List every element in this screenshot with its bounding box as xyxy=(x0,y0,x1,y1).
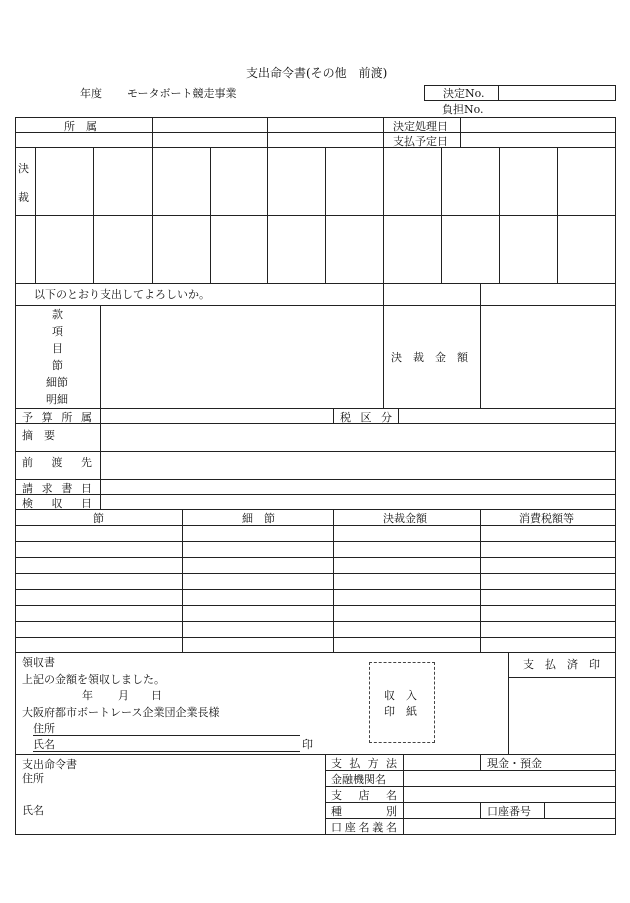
burden-no-label: 負担No. xyxy=(442,103,484,116)
bank-label: 金融機関名 xyxy=(331,773,386,786)
receipt-name-label: 氏名 xyxy=(33,738,55,751)
approval-label: 決 xyxy=(18,162,29,175)
branch-label: 支 店 名 xyxy=(331,789,397,802)
revenue-stamp-label: 印 紙 xyxy=(384,705,417,718)
account-type-label: 種 別 xyxy=(331,805,397,818)
column-header: 決裁金額 xyxy=(383,512,427,525)
revenue-stamp-box xyxy=(369,662,435,743)
account-number-label: 口座番号 xyxy=(487,805,531,818)
decision-process-date-label: 決定処理日 xyxy=(393,120,448,133)
decision-no-label: 決定No. xyxy=(443,87,485,100)
budget-item-label: 項 xyxy=(52,325,63,338)
receipt-statement: 上記の金額を領収しました。 xyxy=(22,673,165,686)
receipt-addressee: 大阪府都市ボートレース企業団企業長様 xyxy=(22,706,220,719)
payment-order-title: 支出命令書 xyxy=(22,758,77,771)
receipt-date-year: 年 xyxy=(82,689,93,702)
budget-item-label: 目 xyxy=(52,342,63,355)
receipt-address-line[interactable] xyxy=(33,735,300,736)
budget-item-label: 明細 xyxy=(46,393,68,406)
receipt-title: 領収書 xyxy=(22,656,55,669)
receipt-date-month: 月 xyxy=(118,689,129,702)
column-header: 節 xyxy=(93,512,104,525)
receipt-date-day: 日 xyxy=(151,689,162,702)
paid-stamp-label: 支 払 済 印 xyxy=(523,658,600,671)
seal-mark: 印 xyxy=(302,738,313,751)
decision-no-field[interactable] xyxy=(424,85,616,101)
request-statement: 以下のとおり支出してよろしいか。 xyxy=(34,288,210,301)
affiliation-label: 所 属 xyxy=(64,120,97,133)
business-label: モータボート競走事業 xyxy=(127,87,237,100)
invoice-date-label: 請 求 書 日 xyxy=(22,482,92,495)
payee-name-label: 氏名 xyxy=(22,804,44,817)
budget-item-label: 節 xyxy=(52,359,63,372)
advance-payee-label: 前 渡 先 xyxy=(22,456,92,469)
payment-method-value[interactable]: 現金・預金 xyxy=(487,757,542,770)
payee-address-label: 住所 xyxy=(22,772,44,785)
account-holder-label: 口 座 名 義 名 xyxy=(331,821,397,834)
page-title: 支出命令書(その他 前渡) xyxy=(246,66,388,80)
budget-affiliation-label: 予 算 所 属 xyxy=(22,411,92,424)
budget-item-label: 款 xyxy=(52,308,63,321)
inspection-date-label: 検 収 日 xyxy=(22,497,92,510)
tax-category-label: 税 区 分 xyxy=(340,411,392,424)
payment-schedule-date-label: 支払予定日 xyxy=(393,135,448,148)
column-header: 消費税額等 xyxy=(519,512,574,525)
receipt-address-label: 住所 xyxy=(33,722,55,735)
column-header: 細 節 xyxy=(242,512,275,525)
revenue-stamp-label: 収 入 xyxy=(384,689,417,702)
receipt-name-line[interactable] xyxy=(33,751,300,752)
fiscal-year-label: 年度 xyxy=(80,87,102,100)
budget-item-label: 細節 xyxy=(46,376,68,389)
approval-label: 裁 xyxy=(18,191,29,204)
summary-label: 摘 要 xyxy=(22,429,55,442)
decision-amount-label: 決 裁 金 額 xyxy=(391,351,468,364)
payment-method-label: 支 払 方 法 xyxy=(331,757,397,770)
